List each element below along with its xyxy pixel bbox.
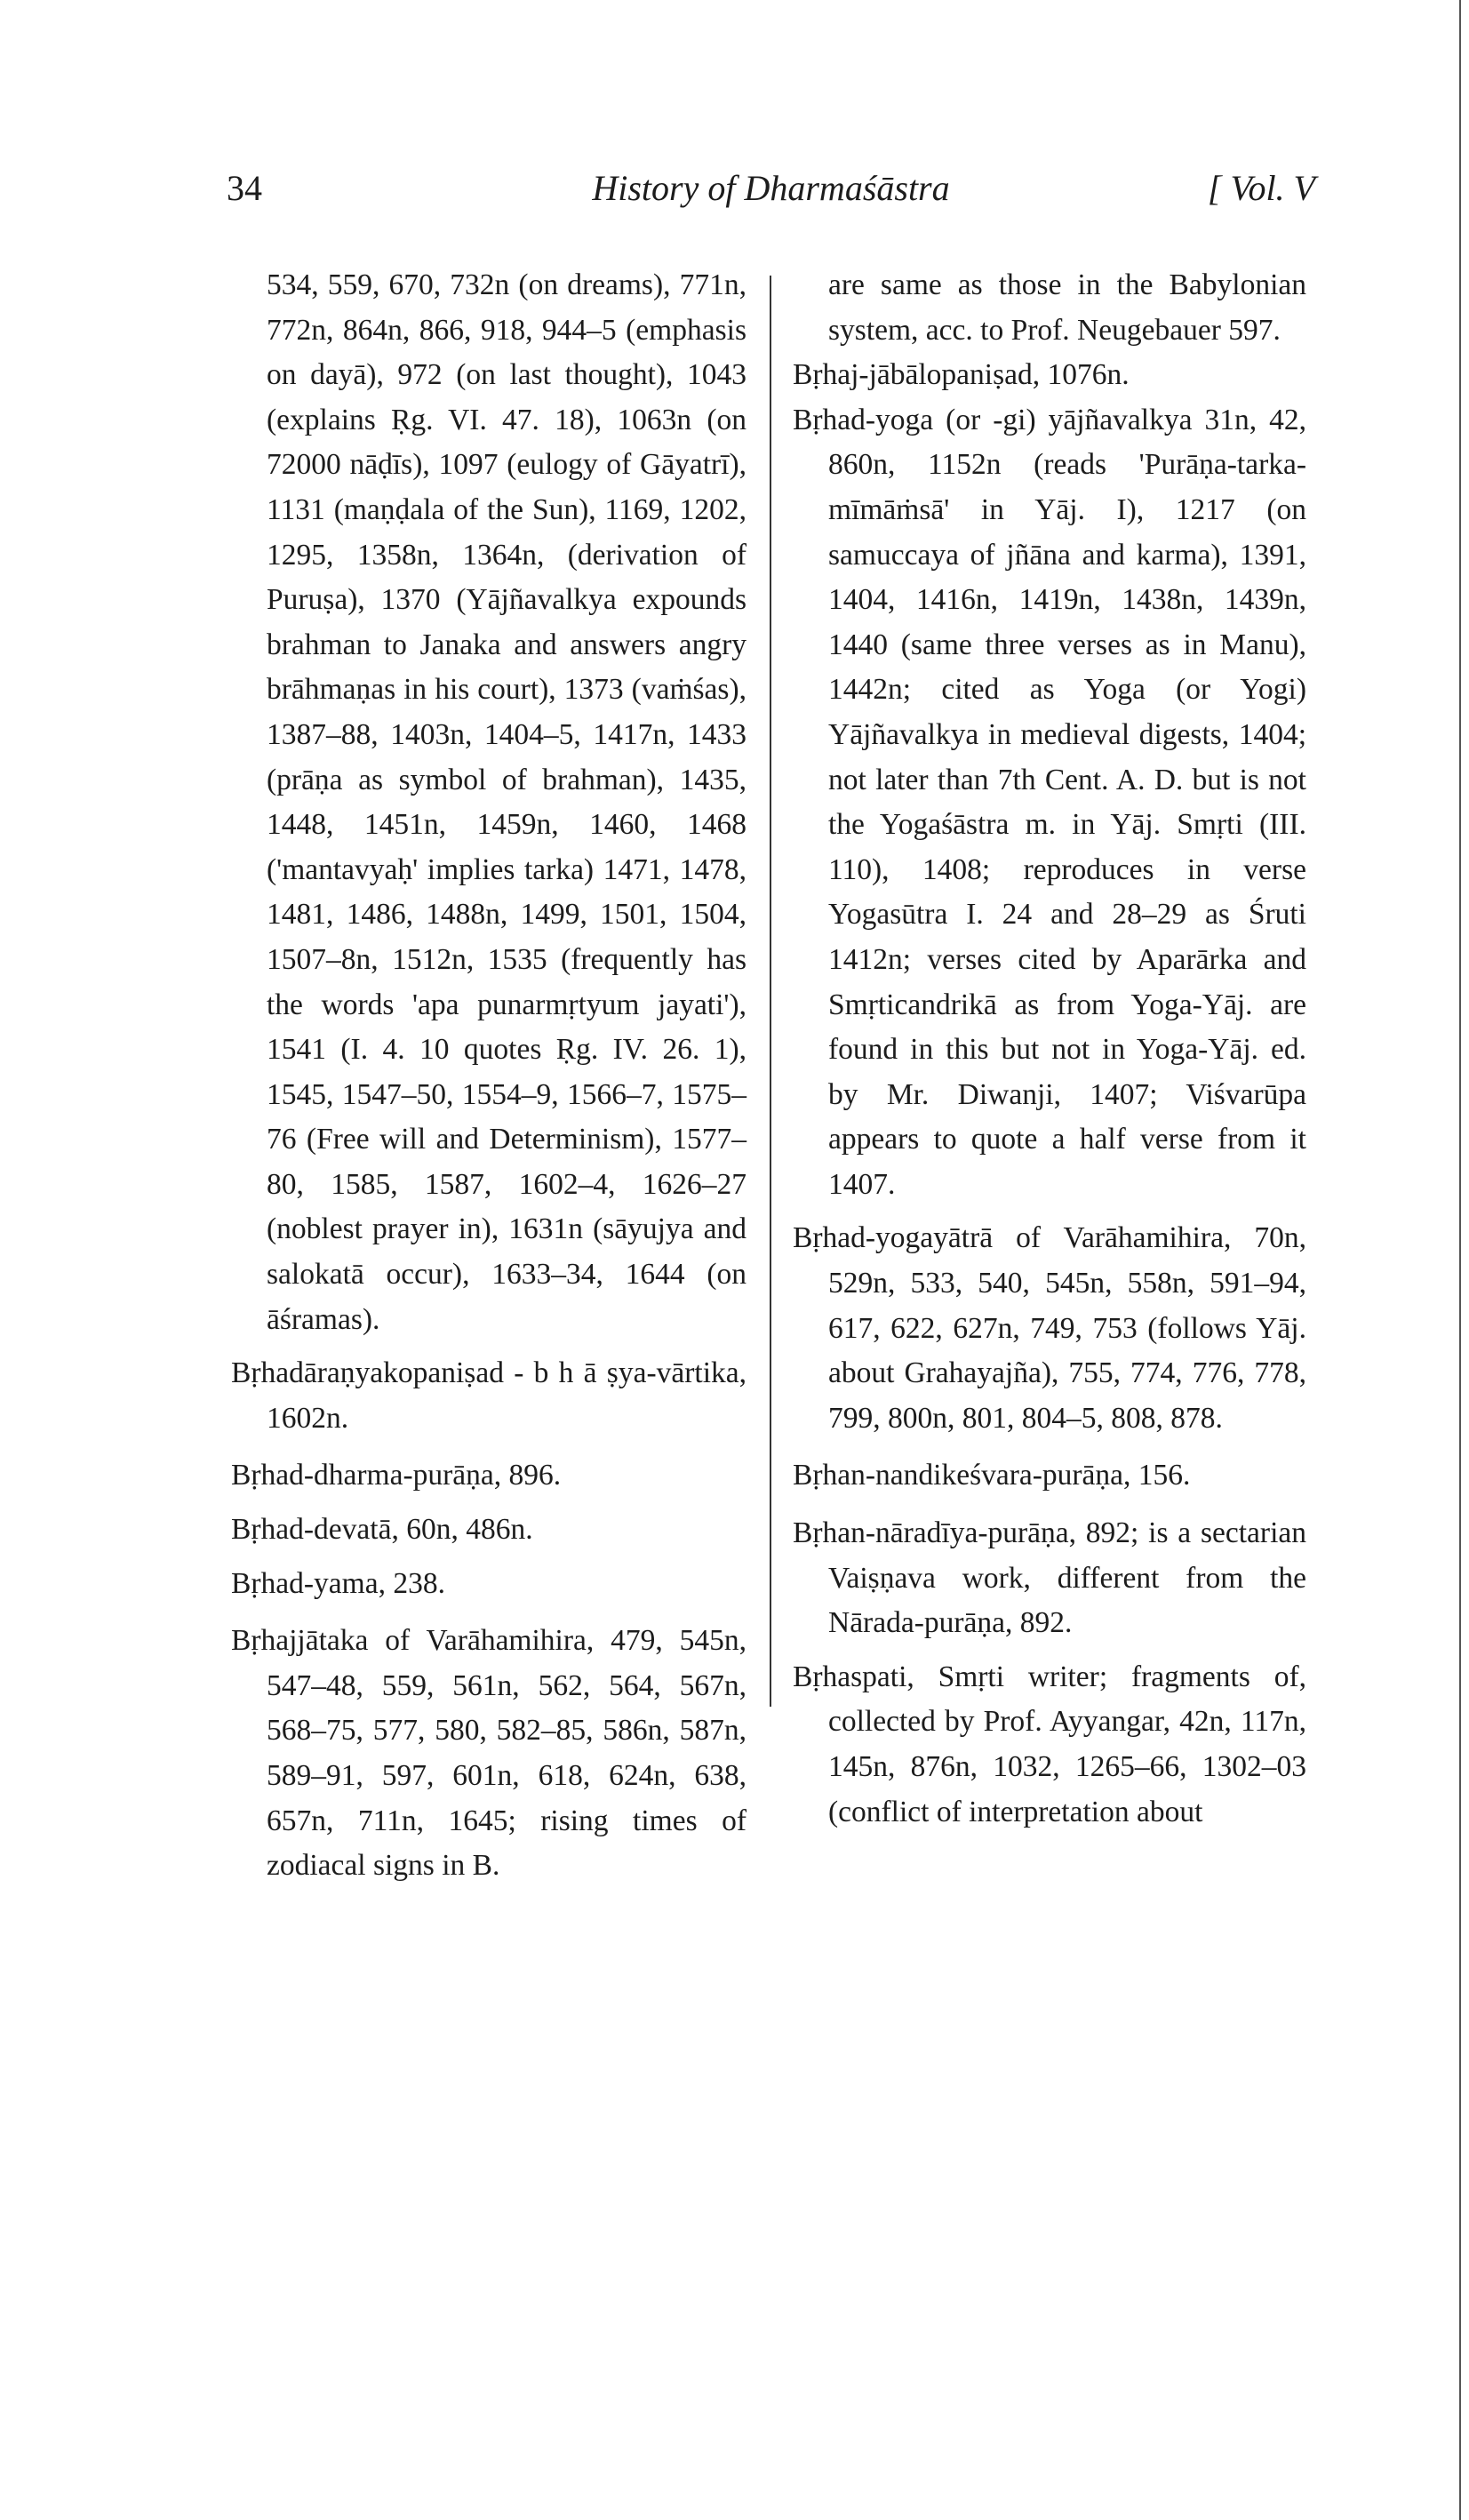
index-entry: Bṛhaj-jābālopaniṣad, 1076n. xyxy=(793,358,1130,392)
running-header xyxy=(227,167,1315,220)
right-edge-rule xyxy=(1459,0,1461,2520)
index-entry: Bṛhad-devatā, 60n, 486n. xyxy=(231,1513,533,1547)
index-entry: Bṛhad-yoga (or -gi) yājñavalkya 31n, 42, 860n, 1152n (reads 'Purāṇa-tarka-mīmāṁsā' in Yāj. I), 1217 (on samuccaya of jñāna and karma), 1391, 1404, 1416n, 1419n, 1438n, 1439n, 1440 (same three verses as in Manu), 1442n; cited as Yoga (or Yogi) Yājñavalkya in medieval digests, 1404; not later than 7th Cent. A. D. but is not the Yogaśāstra m. in Yāj. Smṛti (III. 110), 1408; reproduces in verse Yogasūtra I. 24 and 28–29 as Śruti 1412n; verses cited by Aparārka and Smṛticandrikā as from Yoga-Yāj. are found in this but not in Yoga-Yāj. ed. by Mr. Diwanji, 1407; Viśvarūpa appears to quote a half verse from it 1407. xyxy=(793,403,1306,1201)
index-entry: Bṛhan-nandikeśvara-purāṇa, 156. xyxy=(793,1459,1191,1492)
index-entry: Bṛhad-dharma-purāṇa, 896. xyxy=(231,1459,562,1492)
volume-label: [ Vol. V xyxy=(1207,168,1315,208)
index-entry: 534, 559, 670, 732n (on dreams), 771n, 772n, 864n, 866, 918, 944–5 (emphasis on dayā), 972 (on last thought), 1043 (explains Ṛg. VI. 47. 18), 1063n (on 72000 nāḍīs), 1097 (eulogy of Gāyatrī), 1131 (maṇḍala of the Sun), 1169, 1202, 1295, 1358n, 1364n, (derivation of Puruṣa), 1370 (Yājñavalkya expounds brahman to Janaka and answers angry brāhmaṇas in his court), 1373 (vaṁśas), 1387–88, 1403n, 1404–5, 1417n, 1433 (prāṇa as symbol of brahman), 1435, 1448, 1451n, 1459n, 1460, 1468 ('mantavyaḥ' implies tarka) 1471, 1478, 1481, 1486, 1488n, 1499, 1501, 1504, 1507–8n, 1512n, 1535 (frequently has the words 'apa punarmṛtyum jayati'), 1541 (I. 4. 10 quotes Ṛg. IV. 26. 1), 1545, 1547–50, 1554–9, 1566–7, 1575–76 (Free will and Determinism), 1577–80, 1585, 1587, 1602–4, 1626–27 (noblest prayer in), 1631n (sāyujya and salokatā occur), 1633–34, 1644 (on āśramas). xyxy=(267,268,746,1336)
column-divider xyxy=(770,276,771,1707)
index-entry: Bṛhad-yogayātrā of Varāhamihira, 70n, 529n, 533, 540, 545n, 558n, 591–94, 617, 622, 627n, 749, 753 (follows Yāj. about Grahayajña), 755, 774, 776, 778, 799, 800n, 801, 804–5, 808, 878. xyxy=(793,1221,1306,1435)
index-entry: Bṛhadāraṇyakopaniṣad - b h ā ṣya-vārtika, 1602n. xyxy=(231,1356,746,1435)
index-entry: are same as those in the Babylonian system, acc. to Prof. Neugebauer 597. xyxy=(828,268,1306,347)
index-entry: Bṛhaspati, Smṛti writer; fragments of, collected by Prof. Ayyangar, 42n, 117n, 145n, 876n, 1032, 1265–66, 1302–03 (conflict of interpretation about xyxy=(793,1660,1306,1828)
page-number: 34 xyxy=(227,168,262,208)
index-entry: Bṛhad-yama, 238. xyxy=(231,1566,445,1600)
left-column xyxy=(231,263,746,1889)
index-entry: Bṛhan-nāradīya-purāṇa, 892; is a sectarian Vaiṣṇava work, different from the Nārada-purāṇa, 892. xyxy=(793,1516,1306,1640)
index-entry: Bṛhajjātaka of Varāhamihira, 479, 545n, 547–48, 559, 561n, 562, 564, 567n, 568–75, 577, 580, 582–85, 586n, 587n, 589–91, 597, 601n, 618, 624n, 638, 657n, 711n, 1645; rising times of zodiacal signs in B. xyxy=(231,1624,746,1883)
running-title: History of Dharmaśāstra xyxy=(592,168,950,208)
right-column xyxy=(793,263,1306,1835)
